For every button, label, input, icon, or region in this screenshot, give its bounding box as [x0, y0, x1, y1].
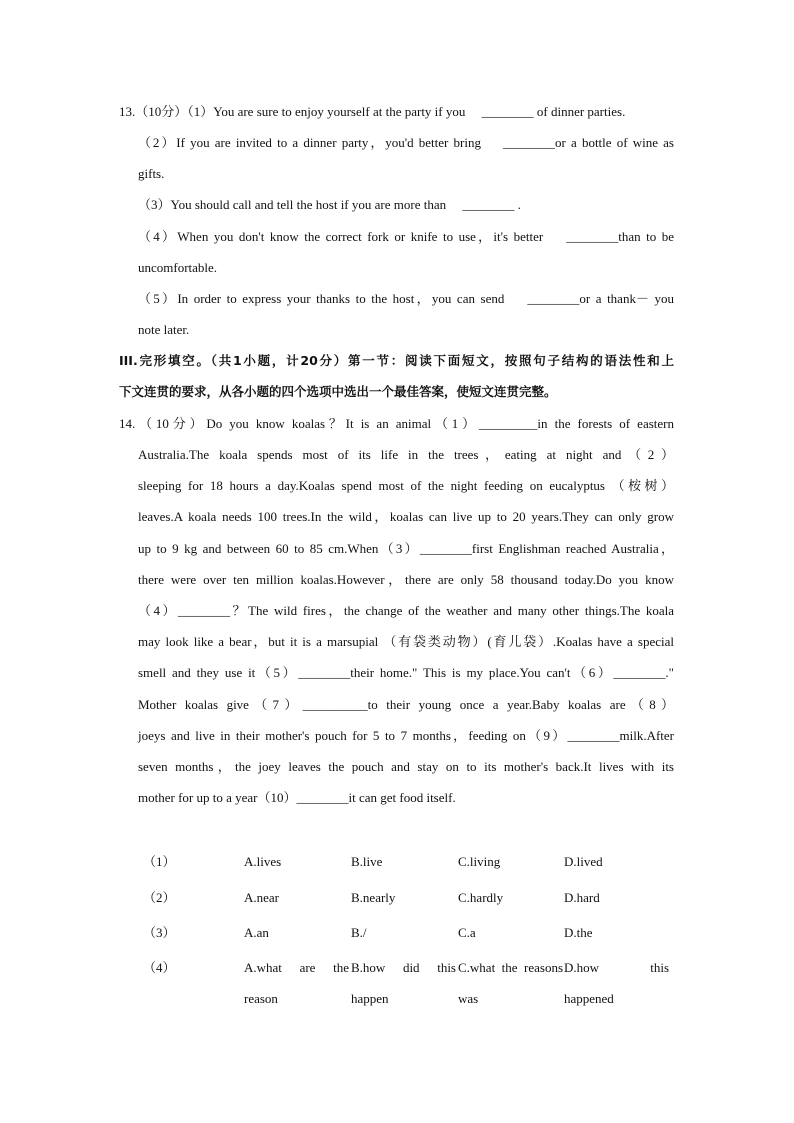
option-d[interactable]: D.hard [564, 890, 600, 905]
option-c[interactable]: C.what the reasons was [458, 960, 563, 1006]
q14-line-1: 14.（10分）Do you know koalas？It is an animal（1）_________in the forests of eastern [119, 416, 674, 431]
q13-line-8: note later. [138, 322, 190, 337]
option-row-3 [0, 924, 794, 944]
option-b[interactable]: B.how did this happen [351, 960, 456, 1006]
option-number: （3） [143, 925, 176, 940]
q14-line-13: mother for up to a year（10）________it can get food itself. [138, 790, 456, 805]
q13-line-6: uncomfortable. [138, 260, 218, 275]
q13-line-1: 13.（10分）（1）You are sure to enjoy yourself at the party if you ________ of dinner parties. [119, 104, 626, 119]
option-number: （1） [143, 854, 176, 869]
option-b[interactable]: B.live [351, 854, 383, 869]
q14-line-2: Australia.The koala spends most of its life in the trees，eating at night and（2） [138, 447, 674, 462]
q14-line-9: smell and they use it（5）________their home." This is my place.You can't（6）________." [138, 665, 674, 680]
q14-line-7: （4）________？The wild fires，the change of the weather and many other things.The koala [138, 603, 674, 618]
option-a[interactable]: A.near [244, 890, 280, 905]
q14-line-5: up to 9 kg and between 60 to 85 cm.When（3）________first Englishman reached Australia， [138, 541, 674, 556]
option-a[interactable]: A.an [244, 925, 269, 940]
option-c[interactable]: C.living [458, 854, 501, 869]
option-a[interactable]: A.what are the reason [244, 960, 349, 1006]
q14-line-12: seven months，the joey leaves the pouch and stay on to its mother's back.It lives with its [138, 759, 674, 774]
q14-line-10: Mother koalas give（7）__________to their young once a year.Baby koalas are（8） [138, 697, 674, 712]
option-b[interactable]: B./ [351, 925, 367, 940]
q14-line-11: joeys and live in their mother's pouch for 5 to 7 months，feeding on（9）________milk.After [138, 728, 674, 743]
q13-line-2: （2）If you are invited to a dinner party，you'd better bring ________or a bottle of wine as [138, 135, 674, 150]
q13-line-7: （5）In order to express your thanks to the host，you can send ________or a thank－ you [138, 291, 674, 306]
option-b[interactable]: B.nearly [351, 890, 396, 905]
option-d[interactable]: D.how this happened [564, 960, 669, 1006]
option-d[interactable]: D.lived [564, 854, 603, 869]
option-row-4 [0, 959, 794, 1019]
q14-line-4: leaves.A koala needs 100 trees.In the wild，koalas can live up to 20 years.They can only grow [138, 509, 674, 524]
option-c[interactable]: C.hardly [458, 890, 504, 905]
option-row-1 [0, 853, 794, 873]
q14-line-3: sleeping for 18 hours a day.Koalas spend most of the night feeding on eucalyptus （桉树） [138, 478, 674, 493]
option-c[interactable]: C.a [458, 925, 476, 940]
section-3-heading-line-1: III.完形填空。（共1小题，计20分）第一节：阅读下面短文，按照句子结构的语法性和上 [119, 353, 674, 368]
q13-line-3: gifts. [138, 166, 165, 181]
option-d[interactable]: D.the [564, 925, 593, 940]
q13-line-5: （4）When you don't know the correct fork or knife to use，it's better ________than to be [138, 229, 674, 244]
q14-line-6: there were over ten million koalas.However，there are only 58 thousand today.Do you know [138, 572, 674, 587]
option-a[interactable]: A.lives [244, 854, 282, 869]
q13-line-4: （3）You should call and tell the host if you are more than ________ . [138, 197, 521, 212]
option-number: （4） [143, 960, 176, 975]
q14-line-8: may look like a bear，but it is a marsupial （有袋类动物）(育儿袋）.Koalas have a special [138, 634, 674, 649]
section-3-heading-line-2: 下文连贯的要求，从各小题的四个选项中选出一个最佳答案，使短文连贯完整。 [119, 384, 557, 399]
option-row-2 [0, 889, 794, 909]
option-number: （2） [143, 890, 176, 905]
